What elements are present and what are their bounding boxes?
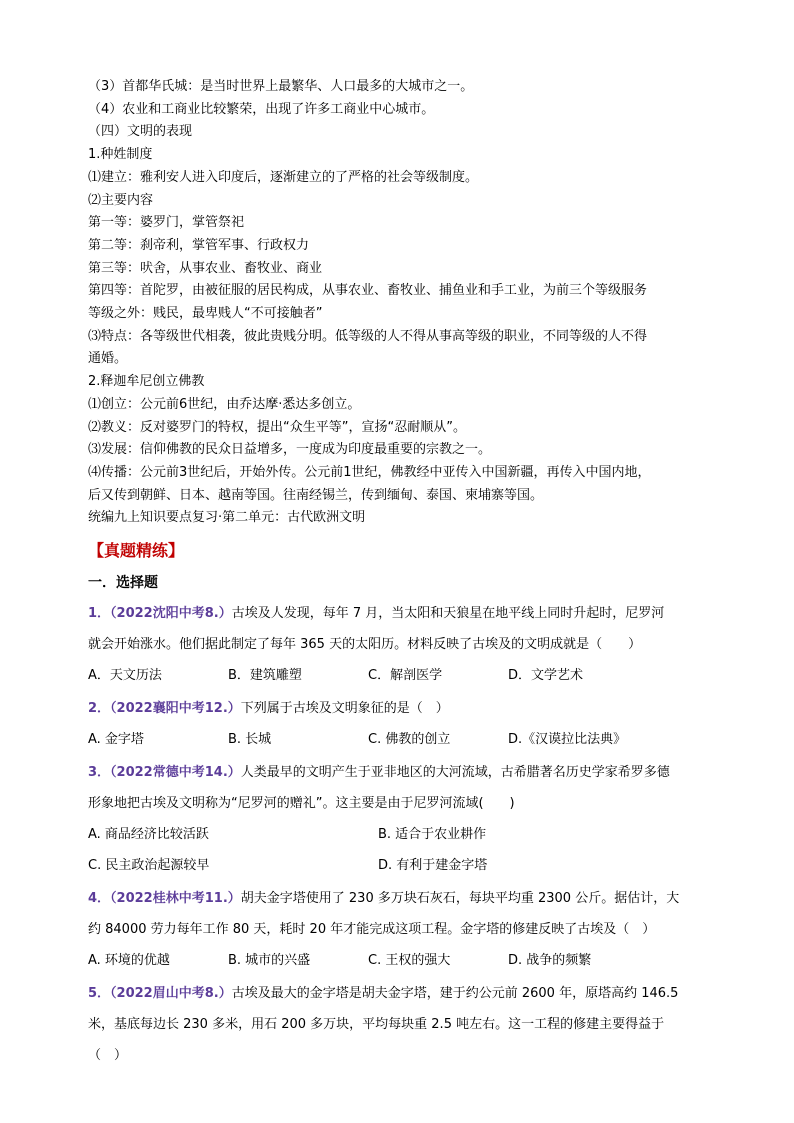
notes-block	[88, 76, 708, 530]
question-stem-line: 就会开始涨水。他们据此制定了每年 365 天的太阳历。材料反映了古埃及的文明成就是（ ）	[88, 637, 642, 653]
question-stem	[88, 883, 708, 914]
option-c[interactable]: C. 王权的强大	[368, 953, 451, 969]
text-line: 2.释迦牟尼创立佛教	[88, 374, 205, 390]
question-stem-line: 米，基底每边长 230 多米，用石 200 多万块，平均每块重 2.5 吨左右。这一工程的修建主要得益于	[88, 1017, 665, 1033]
text-line: ⑷传播：公元前3世纪后，开始外传。公元前1世纪，佛教经中亚传入中国新疆，再传入中国内地，	[88, 464, 651, 480]
question-stem-line: 形象地把古埃及文明称为“尼罗河的赠礼”。这主要是由于尼罗河流域( )	[88, 796, 515, 812]
question-text: 胡夫金字塔使用了 230 多万块石灰石，每块平均重 2300 公斤。据估计，大	[240, 891, 680, 907]
text-line: 等级之外：贱民，最卑贱人“不可接触者”	[88, 306, 323, 322]
option-b[interactable]: B. 适合于农业耕作	[378, 827, 487, 843]
text-line: 通婚。	[88, 351, 128, 367]
option-b[interactable]: B. 城市的兴盛	[228, 953, 311, 969]
question-source: （2022眉山中考8.）	[110, 986, 232, 1002]
question-1	[88, 598, 708, 691]
question-number: 3．	[88, 765, 111, 781]
text-line: （3）首都华氏城：是当时世界上最繁华、人口最多的大城市之一。	[88, 79, 474, 94]
text-line: ⑵教义：反对婆罗门的特权，提出“众生平等”，宣扬“忍耐顺从”。	[88, 419, 466, 435]
question-text: 古埃及最大的金字塔是胡夫金字塔，建于约公元前 2600 年，原塔高约 146.5	[231, 986, 679, 1002]
text-line: （四）文明的表现	[88, 124, 193, 140]
text-line: 第一等：婆罗门，掌管祭祀	[88, 215, 245, 231]
question-source: （2022沈阳中考8.）	[110, 606, 232, 622]
options-row	[88, 850, 708, 881]
option-a[interactable]: A. 环境的优越	[88, 953, 170, 969]
question-number: 4．	[88, 891, 111, 907]
text-line: ⑴创立：公元前6世纪，由乔达摩·悉达多创立。	[88, 396, 361, 412]
text-line: 1.种姓制度	[88, 147, 153, 163]
text-line: （4）农业和工商业比较繁荣，出现了许多工商业中心城市。	[88, 101, 435, 117]
question-4	[88, 883, 708, 976]
question-stem	[88, 978, 708, 1009]
option-b[interactable]: B．建筑雕塑	[228, 668, 302, 684]
options-row	[88, 945, 708, 976]
text-line: 后又传到朝鲜、日本、越南等国。往南经锡兰，传到缅甸、泰国、柬埔寨等国。	[88, 487, 544, 503]
question-source: （2022常德中考14.）	[110, 765, 241, 781]
text-line: 第二等：刹帝利，掌管军事、行政权力	[88, 237, 310, 253]
option-c[interactable]: C．解剖医学	[368, 668, 443, 684]
question-text: 古埃及人发现，每年 7 月，当太阳和天狼星在地平线上同时升起时，尼罗河	[231, 606, 665, 622]
answer-blank: （ ）	[88, 1048, 128, 1064]
option-b[interactable]: B. 长城	[228, 732, 272, 748]
text-line: ⑶特点：各等级世代相袭，彼此贵贱分明。低等级的人不得从事高等级的职业，不同等级的人不得	[88, 328, 648, 344]
question-number: 1．	[88, 606, 111, 622]
options-row	[88, 660, 708, 691]
options-row	[88, 724, 708, 755]
document-page	[88, 76, 708, 1071]
sub-title: 一．选择题	[88, 575, 158, 592]
text-line: 第四等：首陀罗，由被征服的居民构成，从事农业、畜牧业、捕鱼业和手工业，为前三个等级服务	[88, 283, 648, 299]
option-d[interactable]: D. 战争的频繁	[508, 953, 592, 969]
text-line: ⑵主要内容	[88, 192, 154, 208]
option-a[interactable]: A. 商品经济比较活跃	[88, 827, 209, 843]
question-number: 5．	[88, 986, 111, 1002]
question-stem	[88, 598, 708, 629]
question-stem	[88, 757, 708, 788]
option-a[interactable]: A. 金字塔	[88, 732, 144, 748]
text-line: 第三等：吠舍，从事农业、畜牧业、商业	[88, 260, 323, 276]
question-stem-line: 约 84000 劳力每年工作 80 天，耗时 20 年才能完成这项工程。金字塔的修建反映了古埃及（ ）	[88, 922, 656, 938]
question-number: 2．	[88, 701, 111, 717]
text-line: 统编九上知识要点复习·第二单元：古代欧洲文明	[88, 510, 366, 526]
option-a[interactable]: A．天文历法	[88, 668, 162, 684]
option-d[interactable]: D.《汉谟拉比法典》	[508, 732, 627, 748]
question-text: 下列属于古埃及文明象征的是（ ）	[240, 701, 449, 717]
section-title: 【真题精练】	[88, 541, 185, 561]
question-source: （2022桂林中考11.）	[110, 891, 241, 907]
text-line: ⑴建立：雅利安人进入印度后，逐渐建立的了严格的社会等级制度。	[88, 169, 479, 185]
question-text: 人类最早的文明产生于亚非地区的大河流域，古希腊著名历史学家希罗多德	[240, 765, 670, 781]
text-line: ⑶发展：信仰佛教的民众日益增多，一度成为印度最重要的宗教之一。	[88, 442, 492, 458]
question-3	[88, 757, 708, 881]
option-d[interactable]: D．文学艺术	[508, 668, 584, 684]
question-stem	[88, 693, 708, 724]
option-c[interactable]: C. 佛教的创立	[368, 732, 451, 748]
option-c[interactable]: C. 民主政治起源较早	[88, 858, 210, 874]
question-5	[88, 978, 708, 1071]
question-2	[88, 693, 708, 755]
option-d[interactable]: D. 有利于建金字塔	[378, 858, 488, 874]
question-source: （2022襄阳中考12.）	[110, 701, 241, 717]
options-row	[88, 819, 708, 850]
